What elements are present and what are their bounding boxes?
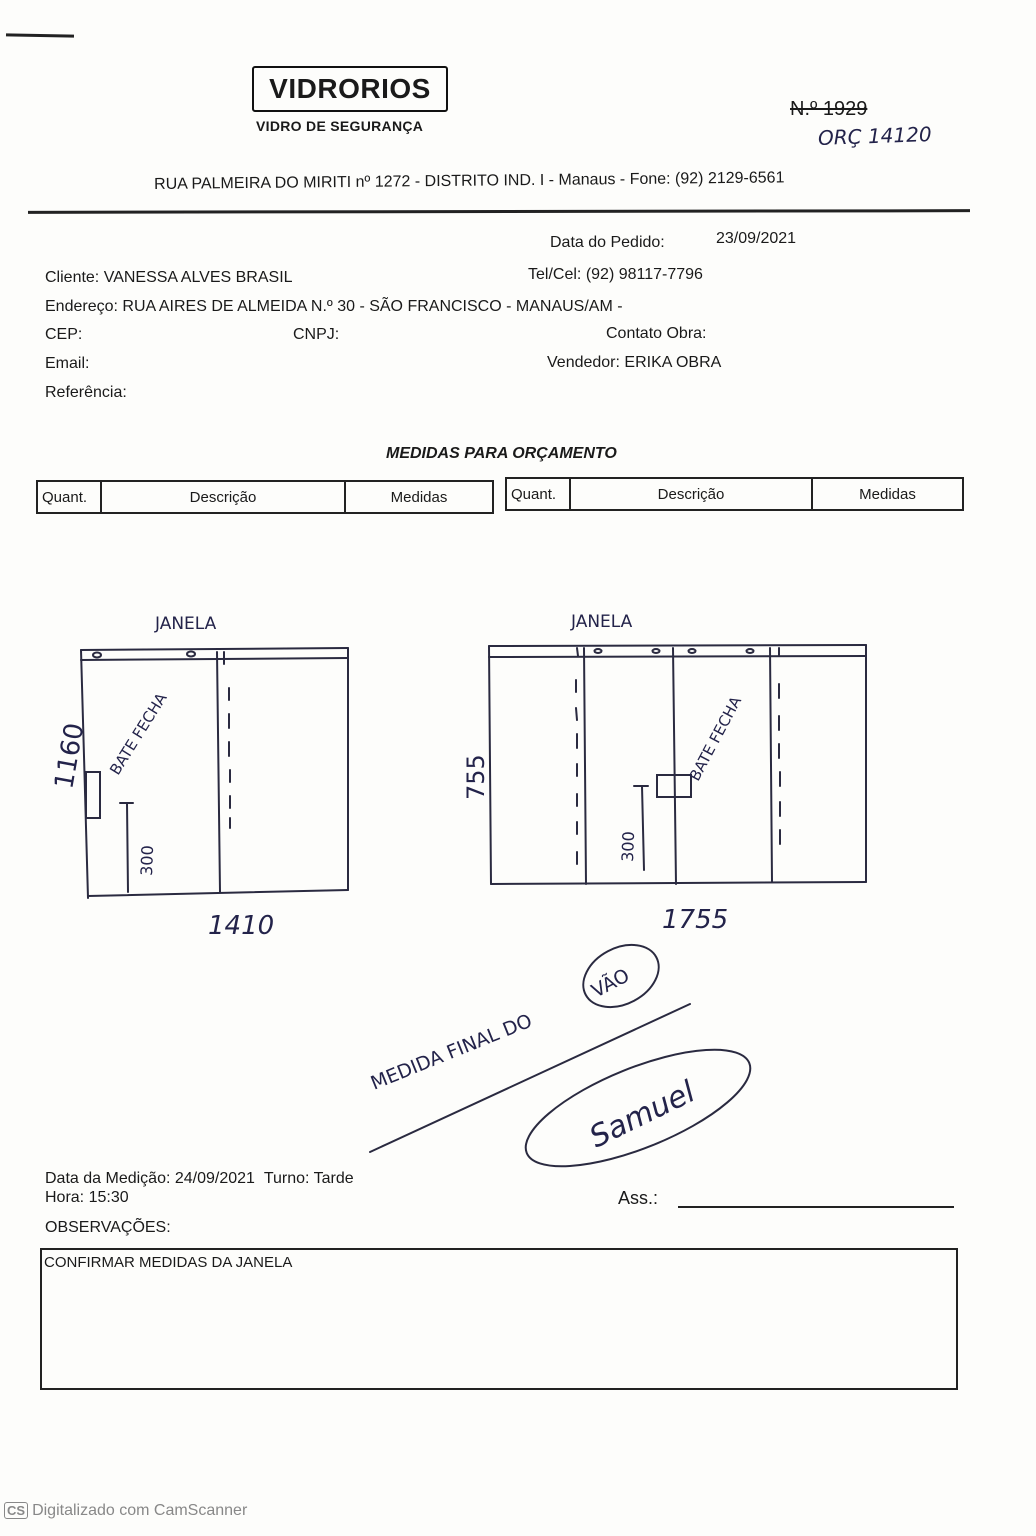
column-header-description: Descrição: [101, 481, 345, 513]
signature-line: [678, 1206, 954, 1208]
cep-label: CEP:: [45, 326, 83, 343]
right-window-label: JANELA: [571, 612, 633, 632]
phone-label: Tel/Cel:: [528, 266, 582, 283]
client-label: Cliente:: [45, 269, 100, 286]
right-height-dimension: 755: [462, 754, 490, 800]
shift-value: Tarde: [313, 1170, 354, 1187]
final-measure-note-circled: VÃO: [588, 964, 634, 1003]
observations-label: OBSERVAÇÕES:: [45, 1219, 171, 1236]
column-header-quant: Quant.: [506, 478, 570, 510]
company-logo: VIDRORIOS: [252, 66, 448, 112]
right-handle-dimension: 300: [618, 830, 639, 863]
camscanner-icon: CS: [4, 1502, 28, 1519]
measurement-date-label: Data da Medição:: [45, 1170, 171, 1187]
left-handle-dimension: 300: [137, 844, 158, 877]
order-date-label: Data do Pedido:: [550, 234, 665, 251]
final-measure-note: MEDIDA FINAL DO: [367, 1009, 536, 1095]
right-window-drawing: [489, 645, 866, 884]
seller-value: ERIKA OBRA: [624, 354, 722, 371]
time-field: [45, 1189, 129, 1207]
logo-subtitle: VIDRO DE SEGURANÇA: [256, 118, 424, 134]
seller-label: Vendedor:: [547, 354, 620, 371]
shift-label: Turno:: [263, 1170, 310, 1187]
email-label: Email:: [45, 355, 90, 372]
left-width-dimension: 1410: [208, 911, 275, 941]
watermark-text: Digitalizado com CamScanner: [32, 1502, 248, 1519]
left-sketch-note: BATE FECHA: [106, 689, 171, 779]
address-value: RUA AIRES DE ALMEIDA N.º 30 - SÃO FRANCISCO - MANAUS/AM -: [122, 298, 623, 315]
column-header-measures: Medidas: [812, 478, 963, 510]
address-label: Endereço:: [45, 298, 118, 315]
column-header-description: Descrição: [570, 478, 812, 510]
document-number: N.º 1929: [790, 98, 868, 120]
column-header-measures: Medidas: [345, 481, 493, 513]
order-date-value: 23/09/2021: [716, 230, 797, 247]
left-window-label: JANELA: [155, 614, 217, 634]
company-address: RUA PALMEIRA DO MIRITI nº 1272 - DISTRITO IND. I - Manaus - Fone: (92) 2129-6561: [154, 169, 785, 193]
column-header-quant: Quant.: [37, 481, 101, 513]
scanner-watermark: [4, 1502, 247, 1520]
measures-title: MEDIDAS PARA ORÇAMENTO: [386, 445, 617, 462]
cnpj-label: CNPJ:: [293, 326, 340, 343]
time-value: 15:30: [88, 1189, 129, 1206]
client-value: VANESSA ALVES BRASIL: [103, 269, 293, 286]
time-label: Hora:: [45, 1189, 85, 1206]
handwritten-signature: Samuel: [584, 1074, 701, 1156]
signature-label: Ass.:: [618, 1188, 659, 1208]
phone-value: (92) 98117-7796: [585, 266, 703, 283]
right-width-dimension: 1755: [662, 905, 729, 935]
reference-label: Referência:: [45, 384, 127, 401]
measurement-date-value: 24/09/2021: [174, 1170, 255, 1187]
orc-note: ORÇ 14120: [817, 122, 932, 150]
right-sketch-note: BATE FECHA: [685, 693, 746, 784]
measurement-date-field: [45, 1170, 354, 1188]
left-height-dimension: 1160: [49, 720, 91, 792]
observations-text: CONFIRMAR MEDIDAS DA JANELA: [44, 1254, 293, 1271]
contact-label: Contato Obra:: [606, 325, 707, 342]
